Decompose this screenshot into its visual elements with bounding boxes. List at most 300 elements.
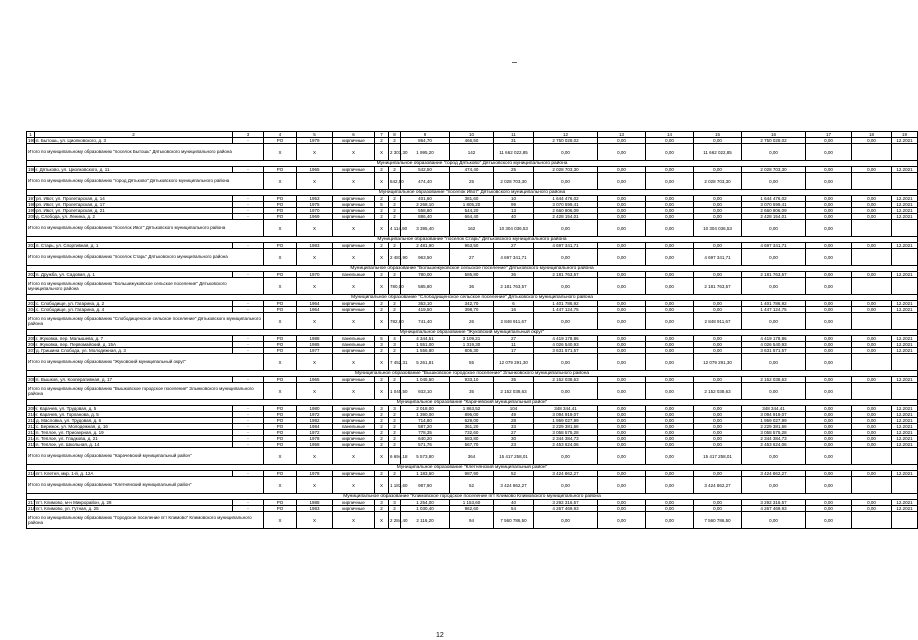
table-cell: 0,00 [694, 196, 742, 202]
table-cell: 0,00 [806, 220, 852, 237]
table-cell: 0,00 [598, 506, 646, 512]
table-cell: 12.2021 [892, 202, 918, 208]
table-cell: 0,00 [742, 512, 806, 529]
empty-cell [892, 173, 918, 190]
table-cell: 0,00 [694, 243, 742, 249]
table-cell: 0,00 [646, 471, 694, 477]
table-cell: 0,00 [694, 214, 742, 220]
table-cell: 2 [389, 202, 401, 208]
table-cell: 0,00 [694, 202, 742, 208]
table-cell: 11 [494, 132, 534, 138]
table-cell: 2 481,90 [389, 249, 401, 266]
table-cell: 197 [28, 196, 36, 201]
table-cell: 1 045,50 [389, 383, 401, 400]
table-cell: 94 [450, 512, 494, 529]
table-cell: 0,00 [646, 243, 694, 249]
table-cell: 1970 [297, 208, 333, 214]
table-cell: кирпичные [333, 167, 375, 173]
empty-cell [892, 477, 918, 494]
table-cell: 1985 [297, 342, 333, 348]
table-cell: Итого по муниципальному образованию "Вышковское городское поселение" Злынковского муниципального района [27, 383, 264, 400]
table-cell: 398,70 [450, 307, 494, 313]
table-cell: 2 [375, 442, 389, 448]
table-cell: 963,50 [401, 249, 450, 266]
empty-cell [852, 512, 892, 529]
table-cell: - [233, 202, 264, 208]
table-cell: 2 [389, 412, 401, 418]
table-cell: X [333, 144, 375, 161]
table-cell: пгт. Клетня, мкр. 1-й, д. 12А [35, 471, 233, 477]
page-number: 12 [436, 632, 444, 639]
table-cell: 3 [389, 406, 401, 412]
table-cell: 0,00 [598, 500, 646, 506]
table-cell: 2 181 763,57 [494, 278, 534, 295]
table-cell: 0,00 [646, 512, 694, 529]
table-cell: 0,00 [852, 418, 892, 424]
table-cell: 27 [494, 430, 534, 436]
table-cell: РО [264, 471, 297, 477]
table-cell: 212 [28, 424, 36, 429]
table-cell: 4 026 540,93 [534, 342, 598, 348]
table-cell: 2 [389, 196, 401, 202]
table-cell: РО [264, 442, 297, 448]
empty-cell [852, 278, 892, 295]
table-cell: 805,30 [450, 348, 494, 354]
table-cell: 0,00 [852, 442, 892, 448]
table-cell: 0,00 [806, 249, 852, 266]
table-cell: кирпичные [333, 243, 375, 249]
table-cell: 0,00 [694, 418, 742, 424]
table-cell: 12.2021 [892, 424, 918, 430]
table-cell: п. Дружба, ул. Садовая, д. 1 [35, 272, 233, 278]
table-cell: 0,00 [806, 202, 852, 208]
table-cell: 2 [389, 208, 401, 214]
table-cell: 0,00 [852, 342, 892, 348]
table-cell: д. Масловка, ул. Трудовая, д. 6 [35, 418, 233, 424]
table-cell: 0,00 [806, 313, 852, 330]
table-cell: 0,00 [534, 144, 598, 161]
table-cell: 2 [389, 348, 401, 354]
table-cell: 0,00 [806, 477, 852, 494]
table-cell: 0,00 [646, 301, 694, 307]
table-cell: 0,00 [598, 342, 646, 348]
table-cell: 12.2021 [892, 436, 918, 442]
table-cell: 2 [389, 167, 401, 173]
table-cell: 2 229 381,56 [534, 424, 598, 430]
empty-cell [892, 278, 918, 295]
table-cell: 0,00 [598, 348, 646, 354]
table-cell: 1 556,80 [401, 348, 450, 354]
table-cell: Итого по муниципальному образованию "поселок Старь" Дятьковского муниципального района [27, 249, 264, 266]
table-cell: 0,00 [694, 412, 742, 418]
empty-cell [892, 383, 918, 400]
table-cell: 2 [389, 307, 401, 313]
table-cell: 987,90 [450, 471, 494, 477]
table-cell: 886,40 [401, 214, 450, 220]
table-cell: г. Жуковка, пер. Малышева, д. 7 [35, 336, 233, 342]
table-cell: 2 181 763,57 [742, 272, 806, 278]
table-cell: - [233, 196, 264, 202]
table-cell: 5 [297, 132, 333, 138]
table-cell: 2 [375, 436, 389, 442]
table-cell: - [233, 436, 264, 442]
table-cell: 218 [28, 506, 36, 511]
table-cell: X [375, 144, 389, 161]
table-cell: Итого по муниципальному образованию "поселок Бытошь" Дятьковского муниципального района [27, 144, 264, 161]
table-cell: 474,40 [401, 173, 450, 190]
table-cell: кирпичные [333, 412, 375, 418]
table-cell: 202 [28, 272, 36, 277]
table-cell: 0,00 [646, 167, 694, 173]
table-cell: 0,00 [598, 377, 646, 383]
table-cell: 2 [389, 424, 401, 430]
table-cell: 542,50 [401, 167, 450, 173]
table-cell: 933,10 [401, 383, 450, 400]
table-cell: 0,00 [852, 348, 892, 354]
table-cell: 12 079 291,30 [694, 354, 742, 371]
table-cell: 474,40 [450, 167, 494, 173]
table-cell: 583,80 [450, 436, 494, 442]
table-cell: 52 [450, 477, 494, 494]
table-cell: 0,00 [852, 506, 892, 512]
table-cell: п. Теплое, ул. Гладкова, д. 21 [35, 436, 233, 442]
table-cell: 0,00 [806, 167, 852, 173]
table-cell: X [264, 249, 297, 266]
table-cell: 4 419 178,86 [742, 336, 806, 342]
table-cell: - [233, 208, 264, 214]
table-cell: X [297, 313, 333, 330]
table-cell: Итого по муниципальному образованию "поселок Ивот" Дятьковского муниципального района [27, 220, 264, 237]
table-cell: 2 453 624,06 [534, 442, 598, 448]
table-cell: 1988 [297, 500, 333, 506]
table-cell: 2 [389, 471, 401, 477]
table-cell: X [375, 477, 389, 494]
table-cell: 2 [375, 208, 389, 214]
table-cell: 0,00 [646, 272, 694, 278]
table-cell: 3 094 919,07 [534, 412, 598, 418]
table-cell: X [333, 383, 375, 400]
table-cell: 1983 [297, 506, 333, 512]
table-cell: 0,00 [742, 354, 806, 371]
table-cell: 0,00 [646, 418, 694, 424]
table-cell: 2 660 806,09 [742, 208, 806, 214]
table-cell: 0,00 [852, 377, 892, 383]
table-cell: пгт. Климово, м-н Микрорайон, д. 28 [35, 500, 233, 506]
table-cell: X [264, 383, 297, 400]
table-cell: 0,00 [806, 448, 852, 465]
table-cell: Муниципальное образование "Климовское городское поселение пгт Климово Климовского муниципального района [27, 494, 918, 500]
table-cell: 15 [694, 132, 742, 138]
table-cell: 3 109,21 [450, 336, 494, 342]
table-cell: 4 [389, 336, 401, 342]
table-cell: X [375, 512, 389, 529]
table-cell: 1964 [297, 301, 333, 307]
table-cell: 4 697 341,71 [534, 243, 598, 249]
table-cell: 2 [389, 138, 401, 144]
table-cell: 0,00 [806, 430, 852, 436]
table-cell: 1 863,52 [450, 406, 494, 412]
total-row [27, 354, 918, 371]
table-cell: 587,20 [401, 424, 450, 430]
table-cell: Итого по муниципальному образованию "Большежуковское сельское поселение" Дятьковского муниципального района [27, 278, 264, 295]
table-cell: 214 [28, 436, 36, 441]
table-cell: 1977 [297, 348, 333, 354]
empty-cell [852, 173, 892, 190]
table-cell: 8 [389, 132, 401, 138]
table-cell: 0,00 [694, 272, 742, 278]
table-cell: 2 152 038,63 [494, 383, 534, 400]
table-cell: кирпичные [333, 196, 375, 202]
table-cell: 10 304 036,53 [494, 220, 534, 237]
table-cell: 3 058 575,28 [742, 430, 806, 436]
table-cell: 0,00 [806, 272, 852, 278]
table-cell: 2 [389, 272, 401, 278]
table-cell: 0,00 [646, 196, 694, 202]
table-cell: X [333, 477, 375, 494]
table-cell: 0,00 [806, 500, 852, 506]
table-cell: 2 018,00 [401, 406, 450, 412]
table-cell: 2 [375, 272, 389, 278]
table-cell: 27 [494, 336, 534, 342]
table-cell: 0,00 [806, 196, 852, 202]
table-cell: 4 697 341,71 [694, 249, 742, 266]
table-cell: 0,00 [534, 249, 598, 266]
table-cell: 0,00 [646, 220, 694, 237]
table-cell: 28 [494, 418, 534, 424]
table-cell: 2 028 703,30 [694, 173, 742, 190]
table-cell: рп. Ивот, ул. Пролетарская, д. 14 [35, 196, 233, 202]
table-cell: рп. Ивот, ул. Пролетарская, д. 17 [35, 202, 233, 208]
table-cell: X [297, 278, 333, 295]
table-cell: РО [264, 167, 297, 173]
table-cell: - [233, 301, 264, 307]
table-cell: 0,00 [694, 167, 742, 173]
table-cell: 52 [494, 471, 534, 477]
table-cell: 2 301,30 [389, 144, 401, 161]
table-cell: 12.2021 [892, 196, 918, 202]
table-cell: 567,70 [450, 442, 494, 448]
table-cell: 6 [333, 132, 375, 138]
table-cell: 2 [375, 348, 389, 354]
table-cell: 0,00 [694, 377, 742, 383]
table-cell: 0,00 [806, 208, 852, 214]
table-cell: 0,00 [598, 278, 646, 295]
table-cell: 4 697 341,71 [494, 249, 534, 266]
table-cell: 36 [450, 278, 494, 295]
total-row [27, 512, 918, 529]
table-cell: 0,00 [598, 418, 646, 424]
table-cell: 1 644 476,02 [534, 196, 598, 202]
table-cell: РО [264, 202, 297, 208]
table-cell: 99 [494, 202, 534, 208]
register-table-container [26, 131, 913, 529]
table-cell: 0,00 [598, 196, 646, 202]
table-cell: 5 [375, 202, 389, 208]
table-cell: 3 [389, 342, 401, 348]
table-cell: 2 284,40 [389, 512, 401, 529]
table-cell: 208 [28, 377, 36, 382]
table-cell: 2 [375, 471, 389, 477]
table-cell: Итого по муниципальному образованию "Жуковский муниципальный округ" [27, 354, 264, 371]
table-cell: РО [264, 506, 297, 512]
table-cell: - [233, 214, 264, 220]
table-cell: 2 [375, 418, 389, 424]
table-cell: 12.2021 [892, 418, 918, 424]
table-cell: X [264, 477, 297, 494]
empty-cell [892, 512, 918, 529]
table-cell: X [264, 313, 297, 330]
table-cell: X [264, 220, 297, 237]
total-row [27, 448, 918, 465]
table-cell: п. Вышков, ул. Кооперативная, д. 17 [35, 377, 233, 383]
table-cell: 1 030,40 [401, 506, 450, 512]
table-cell: 104 [494, 406, 534, 412]
table-cell: 1 319,30 [450, 342, 494, 348]
table-cell: 0,00 [742, 220, 806, 237]
table-cell: 0,00 [694, 430, 742, 436]
table-cell: 1 390,00 [401, 412, 450, 418]
table-cell: с. Слободище, ул. Гагарина, д. 4 [35, 307, 233, 313]
table-cell: 0,00 [806, 471, 852, 477]
table-cell: 1972 [297, 430, 333, 436]
table-cell: 0,00 [742, 477, 806, 494]
table-cell: 0,00 [852, 138, 892, 144]
table-cell: 206 [28, 342, 36, 347]
table-cell: РО [264, 208, 297, 214]
table-cell: X [375, 383, 389, 400]
table-cell: - [233, 272, 264, 278]
table-cell: 217 [28, 500, 36, 505]
table-cell: 2 [389, 243, 401, 249]
table-cell: г. Жуковка, пер. Первомайский, д. 15А [35, 342, 233, 348]
table-cell: 0,00 [534, 278, 598, 295]
total-row [27, 383, 918, 400]
table-cell: 0,00 [646, 342, 694, 348]
table-cell: 209 [28, 406, 36, 411]
table-cell: 782,60 [389, 313, 401, 330]
table-cell: 0,00 [806, 506, 852, 512]
table-cell: - [233, 412, 264, 418]
table-cell: 17 [806, 132, 852, 138]
table-cell: 0,00 [646, 436, 694, 442]
table-cell: 1979 [297, 138, 333, 144]
table-cell: 0,00 [598, 249, 646, 266]
table-cell: 0,00 [598, 313, 646, 330]
table-cell: 0,00 [598, 214, 646, 220]
table-cell: X [297, 173, 333, 190]
table-cell: 3 631 571,57 [534, 348, 598, 354]
table-cell: X [333, 512, 375, 529]
table-cell: 640,20 [401, 436, 450, 442]
table-cell: 49 [494, 412, 534, 418]
table-cell: 2 344 384,73 [742, 436, 806, 442]
table-cell: 2 453 624,06 [742, 442, 806, 448]
table-cell: 3 292 316,57 [742, 500, 806, 506]
table-cell: РО [264, 243, 297, 249]
table-cell: 12.2021 [892, 471, 918, 477]
table-cell: X [333, 313, 375, 330]
table-cell: 4 344,51 [401, 336, 450, 342]
table-cell: 1970 [297, 272, 333, 278]
table-cell: 36 [494, 272, 534, 278]
table-cell: 13 [494, 208, 534, 214]
table-cell: X [297, 144, 333, 161]
table-cell: 7 [375, 132, 389, 138]
table-cell: 363,10 [401, 301, 450, 307]
table-cell: д. Гришина Слобода, ул. Молодежная, д. 3 [35, 348, 233, 354]
table-cell: 16 [742, 132, 806, 138]
table-cell: 12.2021 [892, 167, 918, 173]
table-cell: с. Бережок, ул. Молодежная, д. 16 [35, 424, 233, 430]
table-cell: X [333, 173, 375, 190]
empty-cell [852, 448, 892, 465]
table-cell: - [233, 138, 264, 144]
table-cell: 0,00 [694, 471, 742, 477]
table-cell: 1 401 786,92 [742, 301, 806, 307]
table-cell: 0,00 [646, 313, 694, 330]
table-cell: 1965 [297, 377, 333, 383]
table-cell: 0,00 [806, 436, 852, 442]
table-cell: п. Теплое, ул. Школьная, д. 14 [35, 442, 233, 448]
table-cell: - [233, 377, 264, 383]
table-cell: - [233, 442, 264, 448]
table-cell: 3 [375, 500, 389, 506]
table-cell: X [375, 354, 389, 371]
table-cell: X [264, 448, 297, 465]
table-cell: 741,40 [401, 313, 450, 330]
table-cell: 0,00 [646, 506, 694, 512]
table-cell: 0,00 [646, 214, 694, 220]
table-cell: панельные [333, 336, 375, 342]
table-cell: 0,00 [694, 342, 742, 348]
empty-cell [892, 144, 918, 161]
table-cell: 0,00 [646, 448, 694, 465]
table-cell: 778,35 [401, 430, 450, 436]
table-cell: 1 959 027,99 [534, 418, 598, 424]
table-cell: 629,00 [450, 418, 494, 424]
table-cell: панельные [333, 342, 375, 348]
table-cell: РО [264, 406, 297, 412]
table-cell: 0,00 [806, 301, 852, 307]
table-cell: 3 [375, 342, 389, 348]
table-cell: 162 [450, 220, 494, 237]
table-cell: кирпичные [333, 442, 375, 448]
empty-cell [852, 249, 892, 266]
table-cell: 5 [375, 336, 389, 342]
table-cell: Итого по муниципальному образованию "Карачевский муниципальный район" [27, 448, 264, 465]
table-cell: 0,00 [598, 448, 646, 465]
table-cell: 0,00 [806, 307, 852, 313]
table-cell: 3 292 316,57 [534, 500, 598, 506]
table-cell: 4 267 469,93 [742, 506, 806, 512]
table-cell: кирпичные [333, 208, 375, 214]
table-cell: 6 694,18 [389, 448, 401, 465]
table-cell: 2 [389, 506, 401, 512]
table-cell: 0,00 [646, 430, 694, 436]
table-cell: кирпичные [333, 348, 375, 354]
table-cell: X [297, 383, 333, 400]
table-cell: п. Бытошь, ул. Циолковского, д. 3 [35, 138, 233, 144]
table-cell: кирпичные [333, 418, 375, 424]
table-cell: РО [264, 377, 297, 383]
empty-cell [852, 220, 892, 237]
table-cell: 0,00 [598, 354, 646, 371]
table-cell: 0,00 [646, 377, 694, 383]
table-cell: 23 [494, 442, 534, 448]
table-cell: 0,00 [694, 436, 742, 442]
table-cell: 25 [494, 167, 534, 173]
table-cell: 0,00 [646, 208, 694, 214]
